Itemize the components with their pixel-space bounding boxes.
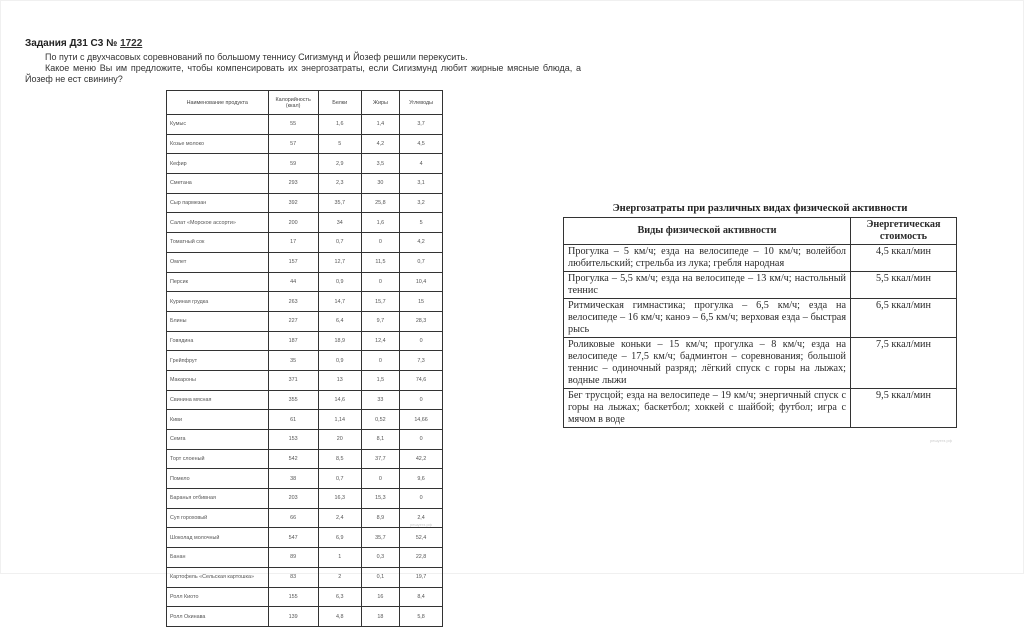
proteins-cell: 6,3 [318, 587, 361, 607]
calories-cell: 35 [268, 351, 318, 371]
proteins-cell: 1,14 [318, 410, 361, 430]
product-name-cell: Торт слоеный [167, 449, 269, 469]
product-name-cell: Сметана [167, 174, 269, 194]
table-row [167, 449, 443, 469]
product-name-cell: Говядина [167, 331, 269, 351]
calories-cell: 227 [268, 311, 318, 331]
task-number-link[interactable]: 1722 [120, 38, 143, 49]
carbs-cell: 7,3 [400, 351, 443, 371]
product-name-cell: Макароны [167, 370, 269, 390]
product-name-cell: Томатный сок [167, 233, 269, 253]
calories-cell: 547 [268, 528, 318, 548]
proteins-cell: 4,8 [318, 607, 361, 627]
fats-cell: 1,5 [361, 370, 399, 390]
calories-cell: 371 [268, 370, 318, 390]
product-name-cell: Куриная грудка [167, 292, 269, 312]
carbs-cell: 0 [400, 390, 443, 410]
table-row [167, 272, 443, 292]
calories-cell: 157 [268, 252, 318, 272]
proteins-cell: 2,4 [318, 508, 361, 528]
proteins-cell: 35,7 [318, 193, 361, 213]
carbs-cell: 22,8 [400, 548, 443, 568]
fats-cell: 0,3 [361, 548, 399, 568]
proteins-cell: 20 [318, 430, 361, 450]
calories-cell: 355 [268, 390, 318, 410]
carbs-cell: 4,5 [400, 134, 443, 154]
proteins-cell: 12,7 [318, 252, 361, 272]
fats-cell: 35,7 [361, 528, 399, 548]
fats-cell: 16 [361, 587, 399, 607]
product-name-cell: Кефир [167, 154, 269, 174]
table-row [167, 528, 443, 548]
product-name-cell: Козье молоко [167, 134, 269, 154]
calories-cell: 542 [268, 449, 318, 469]
fats-cell: 15,7 [361, 292, 399, 312]
table-row [167, 134, 443, 154]
proteins-cell: 2,3 [318, 174, 361, 194]
table-row [167, 213, 443, 233]
proteins-cell: 1,6 [318, 115, 361, 135]
fats-cell: 3,5 [361, 154, 399, 174]
product-name-cell: Омлет [167, 252, 269, 272]
fats-cell: 0,52 [361, 410, 399, 430]
carbs-cell: 15 [400, 292, 443, 312]
col-header-proteins: Белки [318, 91, 361, 115]
fats-cell: 33 [361, 390, 399, 410]
calories-cell: 200 [268, 213, 318, 233]
proteins-cell: 8,5 [318, 449, 361, 469]
product-name-cell: Суп гороховый [167, 508, 269, 528]
fats-cell: 12,4 [361, 331, 399, 351]
energy-expenditure-table [563, 217, 957, 428]
proteins-cell: 2,9 [318, 154, 361, 174]
carbs-cell: 5,8 [400, 607, 443, 627]
table-row [167, 233, 443, 253]
calories-cell: 153 [268, 430, 318, 450]
table-row [167, 370, 443, 390]
product-name-cell: Персик [167, 272, 269, 292]
fats-cell: 25,8 [361, 193, 399, 213]
task-paragraph-2: Какое меню Вы им предложите, чтобы компенсировать их энергозатраты, если Сигизмунд любит жирные мясные блюда, а Йозеф не ест свинину? [25, 63, 581, 84]
carbs-cell: 4 [400, 154, 443, 174]
task-paragraph-1: По пути с двухчасовых соревнований по большому теннису Сигизмунд и Йозеф решили перекусить. [45, 52, 468, 62]
energy-table-title: Энергозатраты при различных видах физической активности [612, 203, 908, 214]
carbs-cell: 28,3 [400, 311, 443, 331]
energy-cost-cell: 9,5 ккал/мин [851, 389, 957, 428]
carbs-cell: 10,4 [400, 272, 443, 292]
table-row [167, 410, 443, 430]
activity-cell: Ритмическая гимнастика; прогулка – 6,5 км/ч; езда на велосипеде – 16 км/ч; каноэ – 6,5 км/ч; верховая езда – быстрая рысь [564, 299, 851, 338]
table-row [167, 311, 443, 331]
calories-cell: 392 [268, 193, 318, 213]
table-row [167, 115, 443, 135]
fats-cell: 15,3 [361, 489, 399, 509]
calories-cell: 17 [268, 233, 318, 253]
product-name-cell: Банан [167, 548, 269, 568]
product-name-cell: Картофель «Сельская картошка» [167, 567, 269, 587]
proteins-cell: 2 [318, 567, 361, 587]
carbs-cell: 8,4 [400, 587, 443, 607]
calories-cell: 203 [268, 489, 318, 509]
calories-cell: 89 [268, 548, 318, 568]
table-row [167, 154, 443, 174]
proteins-cell: 13 [318, 370, 361, 390]
fats-cell: 8,9 [361, 508, 399, 528]
product-name-cell: Ролл Киото [167, 587, 269, 607]
food-nutrition-table [166, 90, 443, 627]
table-row [167, 587, 443, 607]
table-row [167, 567, 443, 587]
carbs-cell: 4,2 [400, 233, 443, 253]
fats-cell: 0 [361, 469, 399, 489]
calories-cell: 59 [268, 154, 318, 174]
table-row [167, 430, 443, 450]
calories-cell: 139 [268, 607, 318, 627]
activity-cell: Роликовые коньки – 15 км/ч; прогулка – 8 км/ч; езда на велосипеде – 17,5 км/ч; бадминтон – соревнования; большой теннис – одиночный разряд; лёгкий спуск с горы на лыжах; водные лыжи [564, 338, 851, 389]
calories-cell: 66 [268, 508, 318, 528]
carbs-cell: 3,2 [400, 193, 443, 213]
product-name-cell: Киви [167, 410, 269, 430]
product-name-cell: Сыр пармезан [167, 193, 269, 213]
table-row [167, 193, 443, 213]
table-row [564, 245, 957, 272]
table-row [564, 389, 957, 428]
proteins-cell: 34 [318, 213, 361, 233]
fats-cell: 0,1 [361, 567, 399, 587]
col-header-energy-cost: Энергетическая стоимость [851, 218, 957, 245]
proteins-cell: 5 [318, 134, 361, 154]
carbs-cell: 9,6 [400, 469, 443, 489]
table-row [167, 548, 443, 568]
calories-cell: 187 [268, 331, 318, 351]
proteins-cell: 0,9 [318, 351, 361, 371]
carbs-cell: 5 [400, 213, 443, 233]
table-row [167, 469, 443, 489]
col-header-calories: Калорийность (ккал) [268, 91, 318, 115]
fats-cell: 1,6 [361, 213, 399, 233]
table-row [564, 299, 957, 338]
task-text [25, 52, 581, 85]
watermark: решуегэ.рф [410, 522, 432, 527]
product-name-cell: Кумыс [167, 115, 269, 135]
table-header-row [167, 91, 443, 115]
table-row [167, 489, 443, 509]
calories-cell: 61 [268, 410, 318, 430]
carbs-cell: 0 [400, 489, 443, 509]
col-header-activity: Виды физической активности [564, 218, 851, 245]
table-header-row [564, 218, 957, 245]
carbs-cell: 3,7 [400, 115, 443, 135]
col-header-product: Наименование продукта [167, 91, 269, 115]
product-name-cell: Баранья отбивная [167, 489, 269, 509]
fats-cell: 37,7 [361, 449, 399, 469]
carbs-cell: 0 [400, 430, 443, 450]
proteins-cell: 18,9 [318, 331, 361, 351]
carbs-cell: 2,4 [400, 508, 443, 528]
table-row [167, 508, 443, 528]
calories-cell: 38 [268, 469, 318, 489]
calories-cell: 55 [268, 115, 318, 135]
table-row [167, 607, 443, 627]
col-header-fats: Жиры [361, 91, 399, 115]
proteins-cell: 0,7 [318, 469, 361, 489]
product-name-cell: Грейпфрут [167, 351, 269, 371]
fats-cell: 4,2 [361, 134, 399, 154]
fats-cell: 8,1 [361, 430, 399, 450]
fats-cell: 0 [361, 272, 399, 292]
proteins-cell: 16,3 [318, 489, 361, 509]
product-name-cell: Семга [167, 430, 269, 450]
energy-cost-cell: 4,5 ккал/мин [851, 245, 957, 272]
carbs-cell: 42,2 [400, 449, 443, 469]
fats-cell: 11,5 [361, 252, 399, 272]
table-row [167, 331, 443, 351]
product-name-cell: Салат «Морское ассорти» [167, 213, 269, 233]
proteins-cell: 14,7 [318, 292, 361, 312]
fats-cell: 0 [361, 233, 399, 253]
proteins-cell: 0,7 [318, 233, 361, 253]
fats-cell: 0 [361, 351, 399, 371]
activity-cell: Прогулка – 5,5 км/ч; езда на велосипеде – 13 км/ч; настольный теннис [564, 272, 851, 299]
calories-cell: 293 [268, 174, 318, 194]
product-name-cell: Шоколад молочный [167, 528, 269, 548]
carbs-cell: 0,7 [400, 252, 443, 272]
proteins-cell: 6,4 [318, 311, 361, 331]
calories-cell: 57 [268, 134, 318, 154]
table-row [167, 292, 443, 312]
product-name-cell: Блины [167, 311, 269, 331]
task-header-prefix: Задания Д31 С3 № [25, 38, 121, 49]
carbs-cell: 14,66 [400, 410, 443, 430]
table-row [167, 174, 443, 194]
calories-cell: 83 [268, 567, 318, 587]
carbs-cell: 0 [400, 331, 443, 351]
calories-cell: 44 [268, 272, 318, 292]
table-row [564, 272, 957, 299]
proteins-cell: 6,9 [318, 528, 361, 548]
product-name-cell: Помело [167, 469, 269, 489]
energy-cost-cell: 6,5 ккал/мин [851, 299, 957, 338]
task-header [25, 38, 142, 49]
carbs-cell: 52,4 [400, 528, 443, 548]
carbs-cell: 3,1 [400, 174, 443, 194]
calories-cell: 263 [268, 292, 318, 312]
energy-cost-cell: 5,5 ккал/мин [851, 272, 957, 299]
activity-cell: Бег трусцой; езда на велосипеде – 19 км/ч; энергичный спуск с горы на лыжах; баскетбол; хоккей с шайбой; футбол; игра с мячом в воде [564, 389, 851, 428]
col-header-carbs: Углеводы [400, 91, 443, 115]
table-row [167, 390, 443, 410]
proteins-cell: 0,9 [318, 272, 361, 292]
fats-cell: 18 [361, 607, 399, 627]
table-row [167, 252, 443, 272]
table-row [564, 338, 957, 389]
fats-cell: 30 [361, 174, 399, 194]
carbs-cell: 19,7 [400, 567, 443, 587]
proteins-cell: 1 [318, 548, 361, 568]
fats-cell: 9,7 [361, 311, 399, 331]
watermark: решуегэ.рф [930, 438, 952, 443]
product-name-cell: Свинина мясная [167, 390, 269, 410]
calories-cell: 155 [268, 587, 318, 607]
energy-cost-cell: 7,5 ккал/мин [851, 338, 957, 389]
fats-cell: 1,4 [361, 115, 399, 135]
table-row [167, 351, 443, 371]
activity-cell: Прогулка – 5 км/ч; езда на велосипеде – 10 км/ч; волейбол любительский; стрельба из лука; гребля народная [564, 245, 851, 272]
product-name-cell: Ролл Окинава [167, 607, 269, 627]
carbs-cell: 74,6 [400, 370, 443, 390]
proteins-cell: 14,6 [318, 390, 361, 410]
